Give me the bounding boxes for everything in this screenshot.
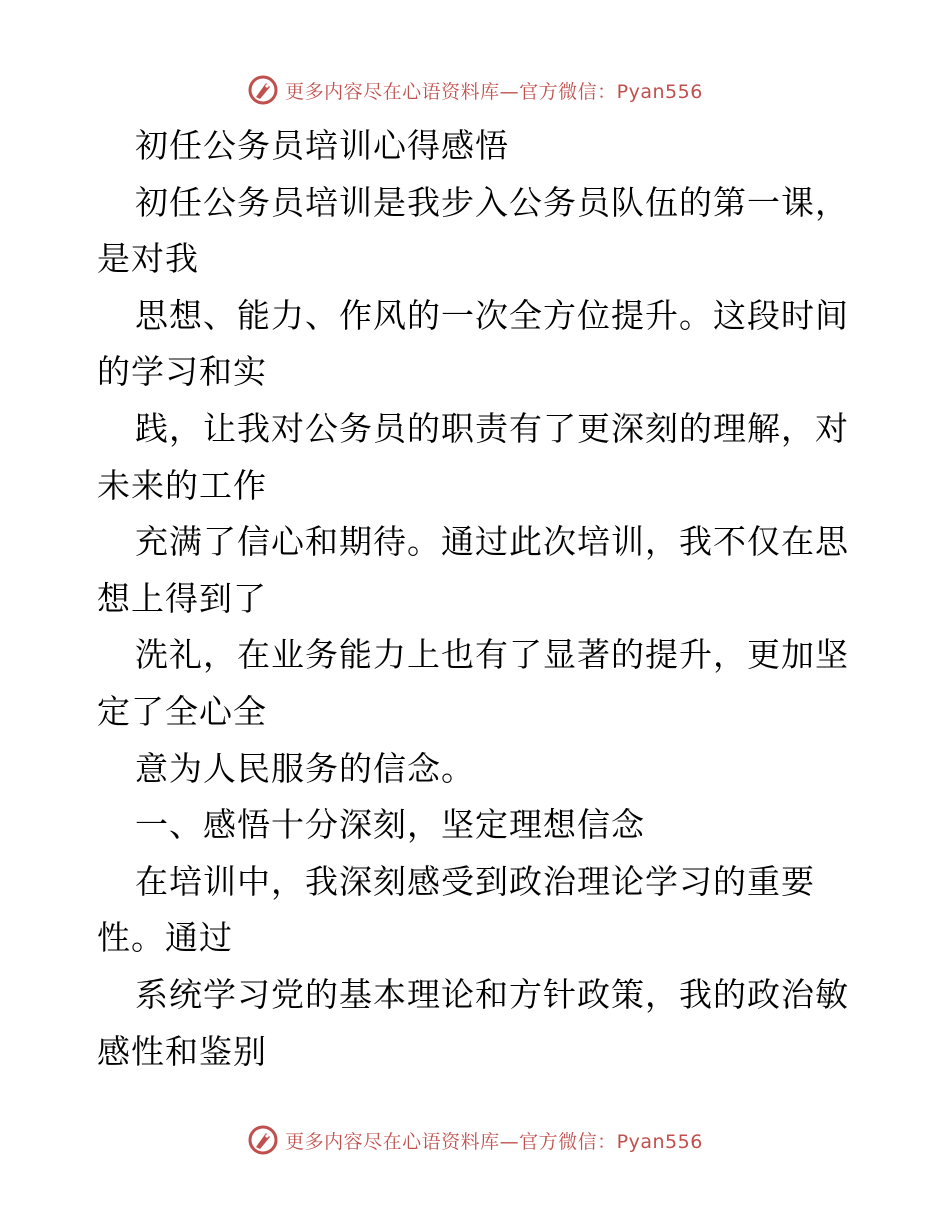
paragraph-line: 在培训中，我深刻感受到政治理论学习的重要 — [135, 861, 815, 901]
document-title: 初任公务员培训心得感悟 — [135, 126, 509, 165]
paragraph-line: 性。通过 — [97, 918, 233, 958]
pen-nib-logo-icon — [247, 1124, 279, 1156]
paragraph-line: 意为人民服务的信念。 — [135, 748, 475, 788]
paragraph-line: 想上得到了 — [97, 578, 267, 618]
document-body — [97, 118, 857, 1080]
footer-banner-text: 更多内容尽在心语资料库—官方微信：Pyan556 — [285, 1130, 703, 1153]
paragraph-line: 定了全心全 — [97, 691, 267, 731]
paragraph-line: 初任公务员培训是我步入公务员队伍的第一课， — [135, 182, 849, 222]
paragraph-line: 践，让我对公务员的职责有了更深刻的理解，对 — [135, 408, 849, 448]
footer-watermark-banner — [0, 1120, 950, 1160]
paragraph-line: 是对我 — [97, 239, 199, 279]
paragraph-line: 的学习和实 — [97, 352, 267, 392]
header-banner-text: 更多内容尽在心语资料库—官方微信：Pyan556 — [285, 80, 703, 103]
section-heading: 一、感悟十分深刻，坚定理想信念 — [135, 805, 645, 845]
paragraph-line: 思想、能力、作风的一次全方位提升。这段时间 — [135, 295, 849, 335]
pen-nib-logo-icon — [247, 74, 279, 106]
paragraph-line: 充满了信心和期待。通过此次培训，我不仅在思 — [135, 522, 849, 562]
paragraph-line: 洗礼，在业务能力上也有了显著的提升，更加坚 — [135, 635, 849, 675]
paragraph-line: 感性和鉴别 — [97, 1031, 267, 1071]
header-watermark-banner — [0, 70, 950, 110]
paragraph-line: 未来的工作 — [97, 465, 267, 505]
paragraph-line: 系统学习党的基本理论和方针政策，我的政治敏 — [135, 974, 849, 1014]
